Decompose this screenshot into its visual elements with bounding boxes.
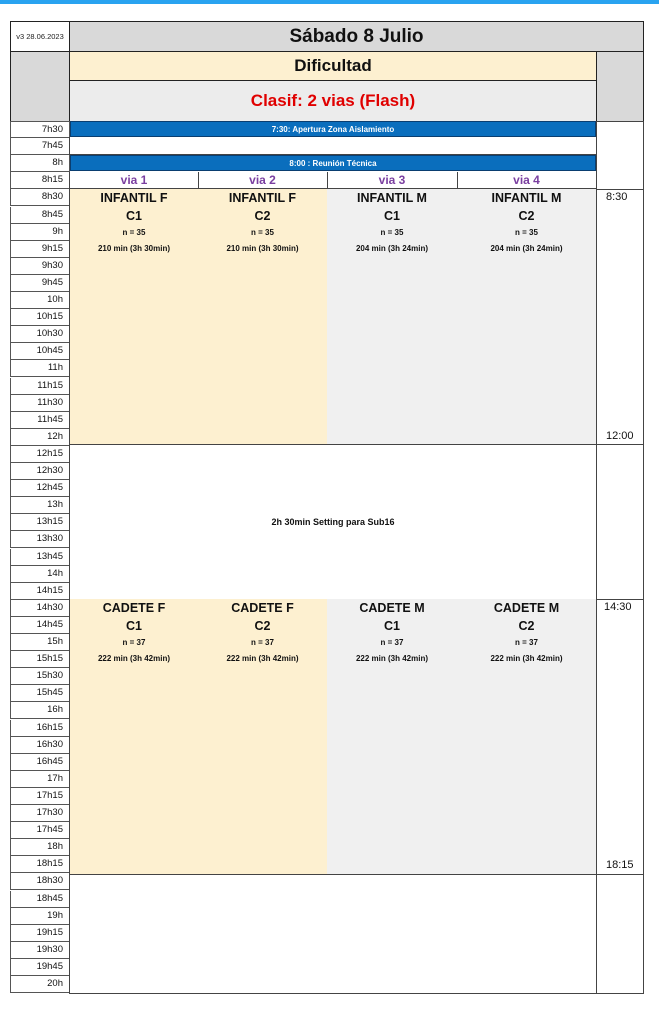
duration-label: 222 min (3h 42min) xyxy=(355,654,429,663)
date-title-cell xyxy=(69,21,644,52)
morning-end-time: 12:00 xyxy=(606,430,634,442)
time-slot-label: 9h15 xyxy=(10,241,70,258)
setting-break-text: 2h 30min Setting para Sub16 xyxy=(271,517,395,527)
time-slot-label: 14h45 xyxy=(10,617,70,634)
opening-event-text: 7:30: Apertura Zona Aislamiento xyxy=(271,125,395,134)
route-label: via 3 xyxy=(378,173,406,187)
count-label: n = 35 xyxy=(515,228,538,237)
time-slot-label: 10h30 xyxy=(10,326,70,343)
time-slot-label: 9h xyxy=(10,224,70,241)
time-slot-label: 10h45 xyxy=(10,343,70,360)
route-header-2 xyxy=(198,172,328,189)
time-slot-label: 16h45 xyxy=(10,754,70,771)
time-slot-label: 15h45 xyxy=(10,685,70,702)
circuit-label: C1 xyxy=(384,619,400,633)
date-title: Sábado 8 Julio xyxy=(289,26,424,47)
morning-block-4 xyxy=(457,189,597,445)
circuit-label: C1 xyxy=(126,209,142,223)
time-slot-label: 13h15 xyxy=(10,514,70,531)
route-label: via 2 xyxy=(249,173,276,187)
time-slot-label: 12h45 xyxy=(10,480,70,497)
afternoon-block-3 xyxy=(327,599,458,875)
time-slot-label: 8h30 xyxy=(10,189,70,206)
time-slot-label: 19h30 xyxy=(10,942,70,959)
time-slot-label: 20h xyxy=(10,976,70,993)
version-label: v3 28.06.2023 xyxy=(16,32,64,41)
right-col-divider-3 xyxy=(596,599,644,600)
time-slot-label: 17h15 xyxy=(10,788,70,805)
right-col-divider-1 xyxy=(596,189,644,190)
category-label: CADETE F xyxy=(102,601,166,615)
category-label: INFANTIL M xyxy=(357,191,427,205)
category-label: INFANTIL M xyxy=(491,191,562,205)
afternoon-block-1 xyxy=(69,599,199,875)
time-slot-label: 15h15 xyxy=(10,651,70,668)
discipline-cell xyxy=(69,51,597,81)
time-slot-label: 19h xyxy=(10,908,70,925)
time-slot-label: 11h15 xyxy=(10,378,70,395)
time-slot-label: 8h45 xyxy=(10,207,70,224)
time-slot-label: 16h30 xyxy=(10,737,70,754)
version-cell xyxy=(10,21,70,52)
header-right-blank xyxy=(596,51,644,122)
time-slot-label: 11h xyxy=(10,360,70,377)
time-slot-label: 11h45 xyxy=(10,412,70,429)
count-label: n = 37 xyxy=(122,638,146,647)
evening-empty-area xyxy=(69,874,597,994)
header-left-blank xyxy=(10,51,70,122)
time-slot-label: 10h15 xyxy=(10,309,70,326)
category-label: INFANTIL F xyxy=(100,191,168,205)
meeting-event-bar xyxy=(70,155,596,171)
duration-label: 204 min (3h 24min) xyxy=(355,244,429,253)
top-accent-bar xyxy=(0,0,659,4)
time-slot-label: 17h30 xyxy=(10,805,70,822)
circuit-label: C2 xyxy=(518,209,535,223)
afternoon-end-time: 18:15 xyxy=(606,859,634,871)
morning-start-time: 8:30 xyxy=(606,191,628,203)
category-label: CADETE M xyxy=(359,601,425,615)
time-slot-label: 9h45 xyxy=(10,275,70,292)
duration-label: 210 min (3h 30min) xyxy=(226,244,299,253)
afternoon-start-time: 14:30 xyxy=(604,601,632,613)
time-slot-label: 13h xyxy=(10,497,70,514)
time-slot-label: 15h30 xyxy=(10,668,70,685)
duration-label: 204 min (3h 24min) xyxy=(490,244,563,253)
time-slot-label: 14h15 xyxy=(10,583,70,600)
discipline-title: Dificultad xyxy=(294,56,372,75)
circuit-label: C1 xyxy=(126,619,142,633)
category-label: INFANTIL F xyxy=(228,191,297,205)
duration-label: 210 min (3h 30min) xyxy=(97,244,171,253)
route-label: via 4 xyxy=(513,173,540,187)
time-slot-label: 10h xyxy=(10,292,70,309)
time-slot-label: 13h30 xyxy=(10,531,70,548)
time-slot-label: 12h30 xyxy=(10,463,70,480)
route-header-1 xyxy=(69,172,199,189)
time-slot-label: 14h xyxy=(10,566,70,583)
count-label: n = 37 xyxy=(380,638,404,647)
duration-label: 222 min (3h 42min) xyxy=(226,654,299,663)
time-slot-label: 8h xyxy=(10,155,70,172)
count-label: n = 35 xyxy=(251,228,274,237)
time-slot-label: 18h45 xyxy=(10,891,70,908)
round-title: Clasif: 2 vias (Flash) xyxy=(250,91,416,110)
morning-block-1 xyxy=(69,189,199,445)
time-slot-label: 12h15 xyxy=(10,446,70,463)
time-slot-label: 19h15 xyxy=(10,925,70,942)
circuit-label: C2 xyxy=(518,619,535,633)
time-slot-label: 7h45 xyxy=(10,138,70,155)
circuit-label: C1 xyxy=(384,209,400,223)
category-label: CADETE M xyxy=(493,601,560,615)
afternoon-block-4 xyxy=(457,599,597,875)
time-slot-label: 19h45 xyxy=(10,959,70,976)
time-slot-label: 18h30 xyxy=(10,873,70,890)
route-header-4 xyxy=(457,172,597,189)
time-slot-label: 11h30 xyxy=(10,395,70,412)
opening-event-bar xyxy=(70,121,596,137)
count-label: n = 37 xyxy=(251,638,274,647)
time-slot-label: 18h15 xyxy=(10,856,70,873)
route-label: via 1 xyxy=(120,173,148,187)
route-header-3 xyxy=(327,172,458,189)
time-slot-label: 12h xyxy=(10,429,70,446)
setting-break xyxy=(69,444,597,600)
time-slot-label: 13h45 xyxy=(10,549,70,566)
time-slot-label: 14h30 xyxy=(10,600,70,617)
right-col-divider-4 xyxy=(596,874,644,875)
count-label: n = 35 xyxy=(122,228,146,237)
time-slot-label: 16h15 xyxy=(10,720,70,737)
event-gap-row xyxy=(69,137,597,155)
time-slot-label: 8h15 xyxy=(10,172,70,189)
duration-label: 222 min (3h 42min) xyxy=(97,654,171,663)
time-slot-label: 17h45 xyxy=(10,822,70,839)
meeting-event-text: 8:00 : Reunión Técnica xyxy=(289,159,377,168)
right-col-divider-2 xyxy=(596,444,644,445)
morning-block-3 xyxy=(327,189,458,445)
afternoon-block-2 xyxy=(198,599,328,875)
time-slot-label: 16h xyxy=(10,702,70,719)
time-slot-label: 7h30 xyxy=(10,121,70,138)
time-slot-label: 9h30 xyxy=(10,258,70,275)
circuit-label: C2 xyxy=(254,619,271,633)
morning-block-2 xyxy=(198,189,328,445)
duration-label: 222 min (3h 42min) xyxy=(490,654,563,663)
count-label: n = 35 xyxy=(380,228,404,237)
circuit-label: C2 xyxy=(254,209,271,223)
time-slot-label: 18h xyxy=(10,839,70,856)
category-label: CADETE F xyxy=(231,601,294,615)
count-label: n = 37 xyxy=(515,638,538,647)
time-slot-label: 15h xyxy=(10,634,70,651)
round-cell xyxy=(69,80,597,122)
time-slot-label: 17h xyxy=(10,771,70,788)
